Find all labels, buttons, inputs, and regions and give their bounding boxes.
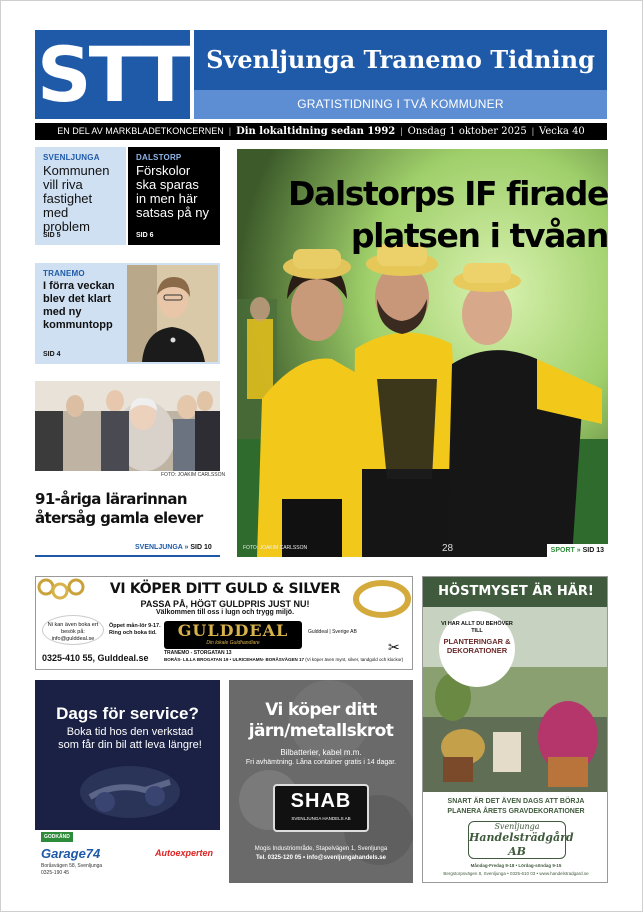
teaser-kicker: SVENLJUNGA xyxy=(43,153,100,162)
approved-badge: GODKÄND xyxy=(41,832,73,842)
teaser-headline: Förskolor ska sparas in men här satsas på ny xyxy=(136,163,209,220)
gold-address-1: TRANEMO - STORGATAN 13 xyxy=(164,650,232,656)
tagline: GRATISTIDNING I TVÅ KOMMUNER xyxy=(194,90,607,119)
shab-brand-sub: SVENLJUNGA HANDELS AB xyxy=(291,816,351,821)
lead-headline xyxy=(237,173,608,257)
lead-page-ref[interactable]: SPORT » SID 13 xyxy=(547,544,608,557)
teaser-page-ref: SID 6 xyxy=(136,232,154,239)
football-team-photo[interactable] xyxy=(237,149,608,557)
ref-page: SID 13 xyxy=(582,547,604,554)
garden-address: Bergstorpsvägen 8, Svenljunga • 0325-610 03 • www.handelstradgard.se xyxy=(443,871,589,876)
masthead xyxy=(194,30,607,119)
garden-text: SNART ÄR DET ÄVEN DAGS ATT BÖRJA PLANERA ÅRETS GRAVDEKORATIONER xyxy=(447,798,585,815)
gold-subline-2: Välkommen till oss i lugn och trygg miljö. xyxy=(155,609,295,616)
garden-headline: HÖSTMYSET ÄR HÄR! xyxy=(423,577,608,607)
garage-brand: Garage74 xyxy=(41,846,101,861)
headline-line-1: Dalstorps IF firade xyxy=(287,174,608,213)
teaser-headline: Kommunen vill riva fastighet med problem xyxy=(43,163,110,234)
gold-headline: VI KÖPER DITT GULD & SILVER xyxy=(109,581,341,597)
offer-circle xyxy=(439,611,515,687)
gold-address-2 xyxy=(164,657,403,662)
headline-line-2: platsen i tvåan xyxy=(350,216,608,255)
scrap-headline: Vi köper ditt järn/metallskrot xyxy=(248,700,394,741)
wrench-hands-icon xyxy=(75,762,185,822)
teaser-dalstorp[interactable] xyxy=(128,147,220,245)
teaser-svenljunga[interactable] xyxy=(35,147,126,245)
partner-brand: Autoexperten xyxy=(155,848,214,858)
ref-section: SVENLJUNGA xyxy=(135,544,183,551)
brand-name: GULDDEAL xyxy=(177,621,289,640)
gulddeal-logo xyxy=(164,621,302,649)
circle-big-text: PLANTERINGAR & DEKORATIONER xyxy=(443,637,511,655)
garden-brand: Handelsträdgård AB xyxy=(469,831,574,858)
shab-logo xyxy=(273,784,369,832)
issue-info-bar: EN DEL AV MARKBLADETKONCERNEN | Din lokaltidning sedan 1992 | Onsdag 1 oktober 2025 | Vecka 40 xyxy=(35,123,607,140)
ref-section: SPORT xyxy=(550,547,575,554)
svg-text:28: 28 xyxy=(442,543,454,554)
scrap-address: Mogis Industriområde, Stapelvägen 1, Svenljunga xyxy=(254,846,388,852)
teaser-kicker: DALSTORP xyxy=(136,153,182,162)
garage74-ad[interactable] xyxy=(35,680,220,883)
divider xyxy=(35,555,220,557)
opening-hours: Öppet mån-lör 9-17. Ring och boka tid. xyxy=(109,623,161,636)
stt-logo: STT xyxy=(36,30,189,119)
scissors-icon: ✂ xyxy=(388,639,400,655)
portrait-photo xyxy=(127,265,218,362)
gold-address-note: (Vi köper även mynt, silver, tandgold och klockor) xyxy=(305,657,404,662)
teaser-tranemo[interactable] xyxy=(35,263,220,364)
issue-date: Onsdag 1 oktober 2025 xyxy=(407,126,527,137)
scrap-line-1: Bilbatterier, kabel m.m. xyxy=(280,748,362,757)
teacher-headline[interactable]: 91-åriga lärarinnan återsåg gamla elever xyxy=(35,490,203,527)
teacher-page-ref[interactable]: SVENLJUNGA » SID 10 xyxy=(135,544,212,551)
group-text: EN DEL AV MARKBLADETKONCERNEN xyxy=(57,126,224,136)
teaser-page-ref: SID 5 xyxy=(43,232,61,239)
teaser-page-ref: SID 4 xyxy=(43,351,61,358)
teaser-kicker: TRANEMO xyxy=(43,269,85,278)
garage-phone: 0325-190 45 xyxy=(41,870,70,876)
garage-headline: Dags för service? xyxy=(56,704,199,723)
scrap-contact: Tel. 0325-120 05 • info@svenljungahandels.se xyxy=(256,855,386,861)
teaser-headline: I förra veckan blev det klart med ny kommuntopp xyxy=(43,280,115,331)
slogan-text: Din lokaltidning sedan 1992 xyxy=(236,126,396,137)
garden-logo xyxy=(468,821,574,859)
scrap-line-2: Fri avhämtning. Låna container gratis i 14 dagar. xyxy=(245,759,397,766)
photo-credit: FOTO: JOAKIM CARLSSON xyxy=(161,472,226,478)
garage-body: Boka tid hos den verkstad som får din bil att leva längre! xyxy=(58,726,202,751)
photo-credit: FOTO: JOAKIM CARLSSON xyxy=(243,545,308,551)
handelstradgard-ad[interactable] xyxy=(422,576,608,883)
shab-brand: SHAB xyxy=(290,790,352,812)
garage-address: Boråsvägen 58, Svenljunga xyxy=(41,863,103,869)
brand-sub: Din lokale Guldhandlare xyxy=(206,640,260,646)
gulddeal-ad[interactable] xyxy=(35,576,413,670)
newspaper-name: Svenljunga Tranemo Tidning xyxy=(194,30,607,90)
circle-small-text: VI HAR ALLT DU BEHÖVER TILL xyxy=(441,621,513,634)
garden-brand-top: Svenljunga xyxy=(494,822,540,831)
gold-address-2-text: BORÅS- LILLA BROGATAN 19 • ULRICEHAMN- BORÅSVÄGEN 17 xyxy=(164,657,304,662)
reunion-photo xyxy=(35,381,220,471)
issue-week: Vecka 40 xyxy=(539,126,585,137)
gold-phone: 0325-410 55, Gulddeal.se xyxy=(42,653,149,663)
certificate-text: Gulddeal | Sverige AB xyxy=(308,629,357,635)
shab-ad[interactable] xyxy=(229,680,413,883)
ref-page: SID 10 xyxy=(190,544,212,551)
gold-subline: PASSA PÅ, HÖGT GULDPRIS JUST NU! xyxy=(140,599,310,609)
garden-hours: Måndag-Fredag 9-18 • Lördag-söndag 9-15 xyxy=(470,863,562,868)
visit-note: Ni kan även boka ert besök på: info@gulddeal.se xyxy=(42,615,104,645)
